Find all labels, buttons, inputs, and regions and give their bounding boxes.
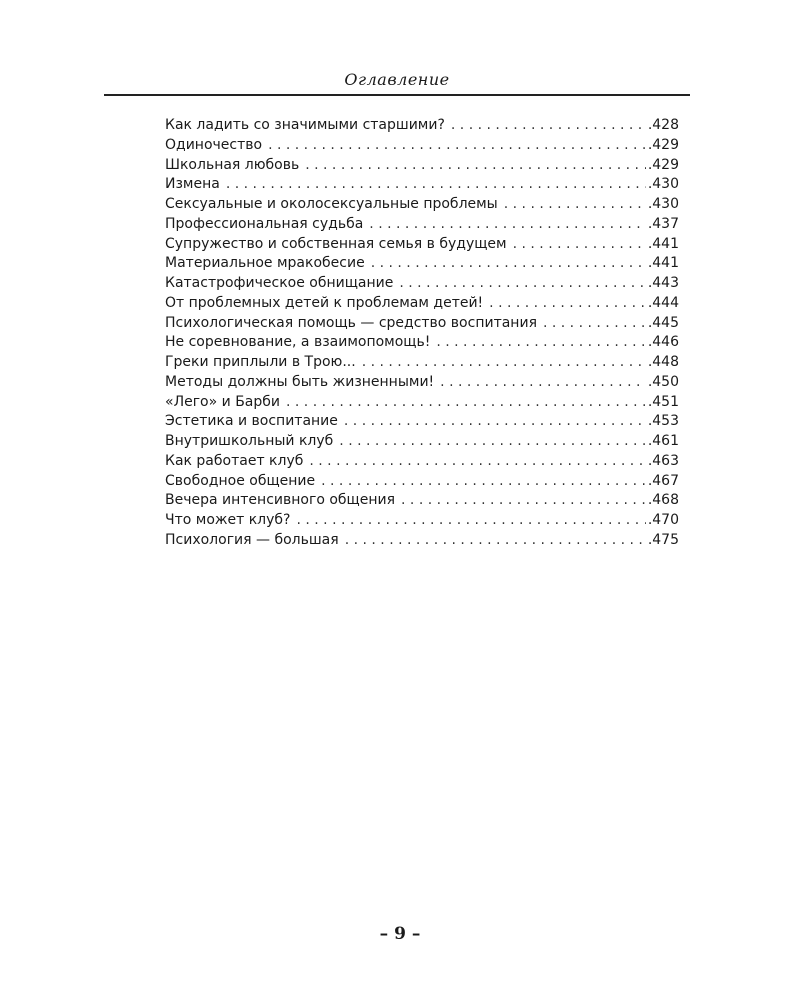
toc-entry <box>165 472 679 492</box>
toc-entry <box>165 333 679 353</box>
toc-entry <box>165 412 679 432</box>
toc-entry-title: От проблемных детей к проблемам детей! <box>165 294 484 311</box>
toc-entry-title: Греки приплыли в Трою... <box>165 354 356 370</box>
toc-entry-title: Что может клуб? <box>165 512 291 528</box>
dot-leader <box>513 235 646 255</box>
toc-entry-page: .446 <box>647 334 679 351</box>
dot-leader <box>305 156 646 176</box>
dot-leader <box>296 511 645 531</box>
toc-entry-page: .441 <box>647 255 679 272</box>
toc-entry-page: .453 <box>647 413 679 430</box>
toc-entry-page: .445 <box>647 314 679 331</box>
header-rule <box>104 94 690 96</box>
dot-leader <box>344 412 646 432</box>
toc-entry-title: Катастрофическое обнищание <box>165 275 394 291</box>
toc-entry-title: Как ладить со значимыми старшими? <box>165 117 445 133</box>
toc-entry-page: .444 <box>647 294 679 311</box>
toc-entry <box>165 491 679 511</box>
toc-entry <box>165 294 679 314</box>
toc-entry <box>165 452 679 472</box>
toc-entry-page: .429 <box>647 156 679 173</box>
toc-entry-title: Сексуальные и околосексуальные проблемы <box>165 196 498 212</box>
toc-entry <box>165 156 679 176</box>
toc-entry-title: Методы должны быть жизненными! <box>165 373 435 390</box>
toc-entry-title: Внутришкольный клуб <box>165 433 334 449</box>
toc-entry <box>165 175 679 195</box>
toc-entry <box>165 531 679 551</box>
dot-leader <box>345 531 646 551</box>
toc-entry <box>165 215 679 235</box>
toc-entry <box>165 274 679 294</box>
toc-entry <box>165 235 679 255</box>
toc-entry-title: Школьная любовь <box>165 156 300 173</box>
toc-entry-page: .448 <box>647 354 679 370</box>
toc-entry-title: Свободное общение <box>165 472 316 489</box>
toc-entry-title: Вечера интенсивного общения <box>165 492 396 509</box>
toc-entry <box>165 511 679 531</box>
toc-entry <box>165 136 679 156</box>
dot-leader <box>339 432 646 452</box>
dot-leader <box>286 393 646 413</box>
dot-leader <box>226 175 646 195</box>
toc-entry-page: .451 <box>647 393 679 410</box>
toc-entry-title: Не соревнование, а взаимопомощь! <box>165 334 431 351</box>
dot-leader <box>362 353 646 373</box>
toc-entry-title: «Лего» и Барби <box>165 393 280 410</box>
page-number: – 9 – <box>379 924 421 944</box>
toc-entry-title: Профессиональная судьба <box>165 215 364 232</box>
toc-entry <box>165 393 679 413</box>
toc-entry-page: .443 <box>647 275 679 291</box>
toc-entry-page: .430 <box>647 196 679 212</box>
toc-entry-page: .450 <box>647 373 679 390</box>
toc-entry-title: Как работает клуб <box>165 452 304 469</box>
dot-leader <box>451 116 646 136</box>
toc-entry-title: Психология — большая <box>165 531 339 548</box>
dot-leader <box>371 254 646 274</box>
toc-entry-title: Материальное мракобесие <box>165 255 365 272</box>
toc-entry <box>165 116 679 136</box>
dot-leader <box>268 136 646 156</box>
toc-entry-page: .441 <box>647 235 679 252</box>
toc-entry-title: Измена <box>165 176 220 193</box>
toc-entry-title: Супружество и собственная семья в будущем <box>165 235 507 252</box>
toc-entry-title: Эстетика и воспитание <box>165 413 338 430</box>
toc-entry <box>165 195 679 215</box>
dot-leader <box>399 274 645 294</box>
toc-entry-page: .429 <box>647 136 679 153</box>
dot-leader <box>369 215 646 235</box>
dot-leader <box>309 452 645 472</box>
toc-entry <box>165 254 679 274</box>
toc-entry <box>165 373 679 393</box>
table-of-contents <box>165 116 679 551</box>
dot-leader <box>504 195 646 215</box>
dot-leader <box>401 491 646 511</box>
dot-leader <box>489 294 646 314</box>
toc-entry-page: .428 <box>647 117 679 133</box>
dot-leader <box>440 373 646 393</box>
toc-entry-page: .430 <box>647 176 679 193</box>
running-header: Оглавление <box>344 70 450 89</box>
toc-entry-page: .437 <box>647 215 679 232</box>
dot-leader <box>543 314 646 334</box>
toc-entry <box>165 432 679 452</box>
toc-entry-title: Одиночество <box>165 136 263 153</box>
toc-entry-page: .470 <box>647 512 679 528</box>
toc-entry-title: Психологическая помощь — средство воспитания <box>165 314 537 331</box>
toc-entry-page: .475 <box>647 531 679 548</box>
dot-leader <box>436 333 645 353</box>
toc-entry <box>165 353 679 373</box>
toc-entry-page: .468 <box>647 492 679 509</box>
toc-entry-page: .463 <box>647 452 679 469</box>
toc-entry-page: .467 <box>647 472 679 489</box>
toc-entry <box>165 314 679 334</box>
dot-leader <box>321 472 646 492</box>
toc-entry-page: .461 <box>647 433 679 449</box>
